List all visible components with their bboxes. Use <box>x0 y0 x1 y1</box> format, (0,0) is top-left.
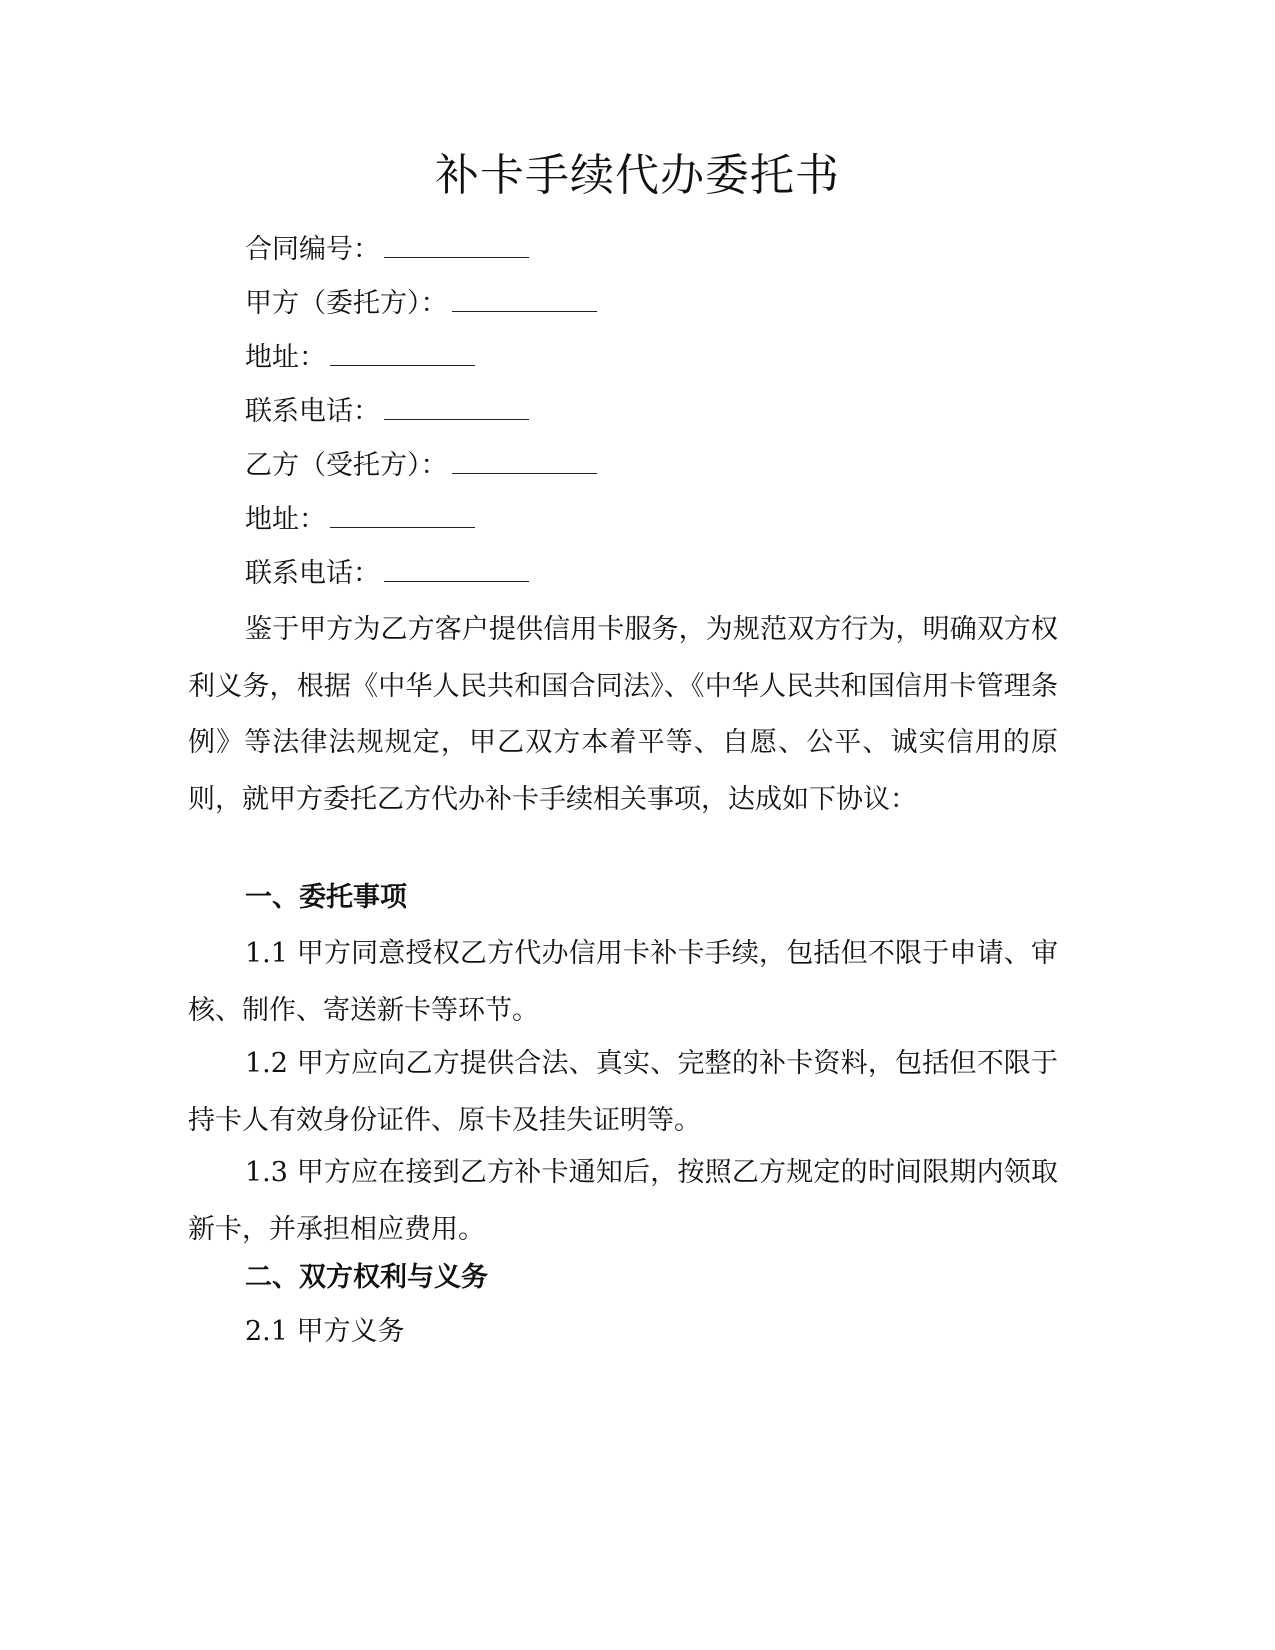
field-party-a <box>245 283 597 324</box>
field-label: 甲方（委托方）： <box>245 288 448 319</box>
field-label: 乙方（受托方）： <box>245 450 448 481</box>
field-party-a-address <box>245 337 475 378</box>
clause-1-1: 1.1 甲方同意授权乙方代办信用卡补卡手续，包括但不限于申请、审核、制作、寄送新卡等环节。 <box>188 938 1058 1026</box>
field-party-b <box>245 445 597 486</box>
document-title: 补卡手续代办委托书 <box>435 150 840 201</box>
field-label: 合同编号： <box>245 234 380 265</box>
field-label: 地址： <box>245 504 326 535</box>
blank-line <box>330 499 475 528</box>
clause-1-3: 1.3 甲方应在接到乙方补卡通知后，按照乙方规定的时间限期内领取新卡，并承担相应费用。 <box>188 1157 1058 1245</box>
blank-line <box>384 391 529 420</box>
section-heading-2: 二、双方权利与义务 <box>245 1262 488 1293</box>
field-party-a-phone <box>245 391 529 432</box>
preamble-paragraph: 鉴于甲方为乙方客户提供信用卡服务，为规范双方行为，明确双方权利义务，根据《中华人民共和国合同法》、《中华人民共和国信用卡管理条例》等法律法规规定，甲乙双方本着平等、自愿、公平、诚实信用的原则，就甲方委托乙方代办补卡手续相关事项，达成如下协议： <box>188 614 1058 815</box>
field-label: 联系电话： <box>245 558 380 589</box>
field-party-b-address <box>245 499 475 540</box>
section-heading-1: 一、委托事项 <box>245 882 407 913</box>
blank-line <box>452 445 597 474</box>
blank-line <box>330 337 475 366</box>
field-party-b-phone <box>245 553 529 594</box>
blank-line <box>452 283 597 312</box>
subsection-2-1: 2.1 甲方义务 <box>245 1316 405 1347</box>
field-label: 联系电话： <box>245 396 380 427</box>
field-contract-number <box>245 229 529 270</box>
blank-line <box>384 553 529 582</box>
clause-1-2: 1.2 甲方应向乙方提供合法、真实、完整的补卡资料，包括但不限于持卡人有效身份证件、原卡及挂失证明等。 <box>188 1048 1058 1136</box>
blank-line <box>384 229 529 258</box>
field-label: 地址： <box>245 342 326 373</box>
